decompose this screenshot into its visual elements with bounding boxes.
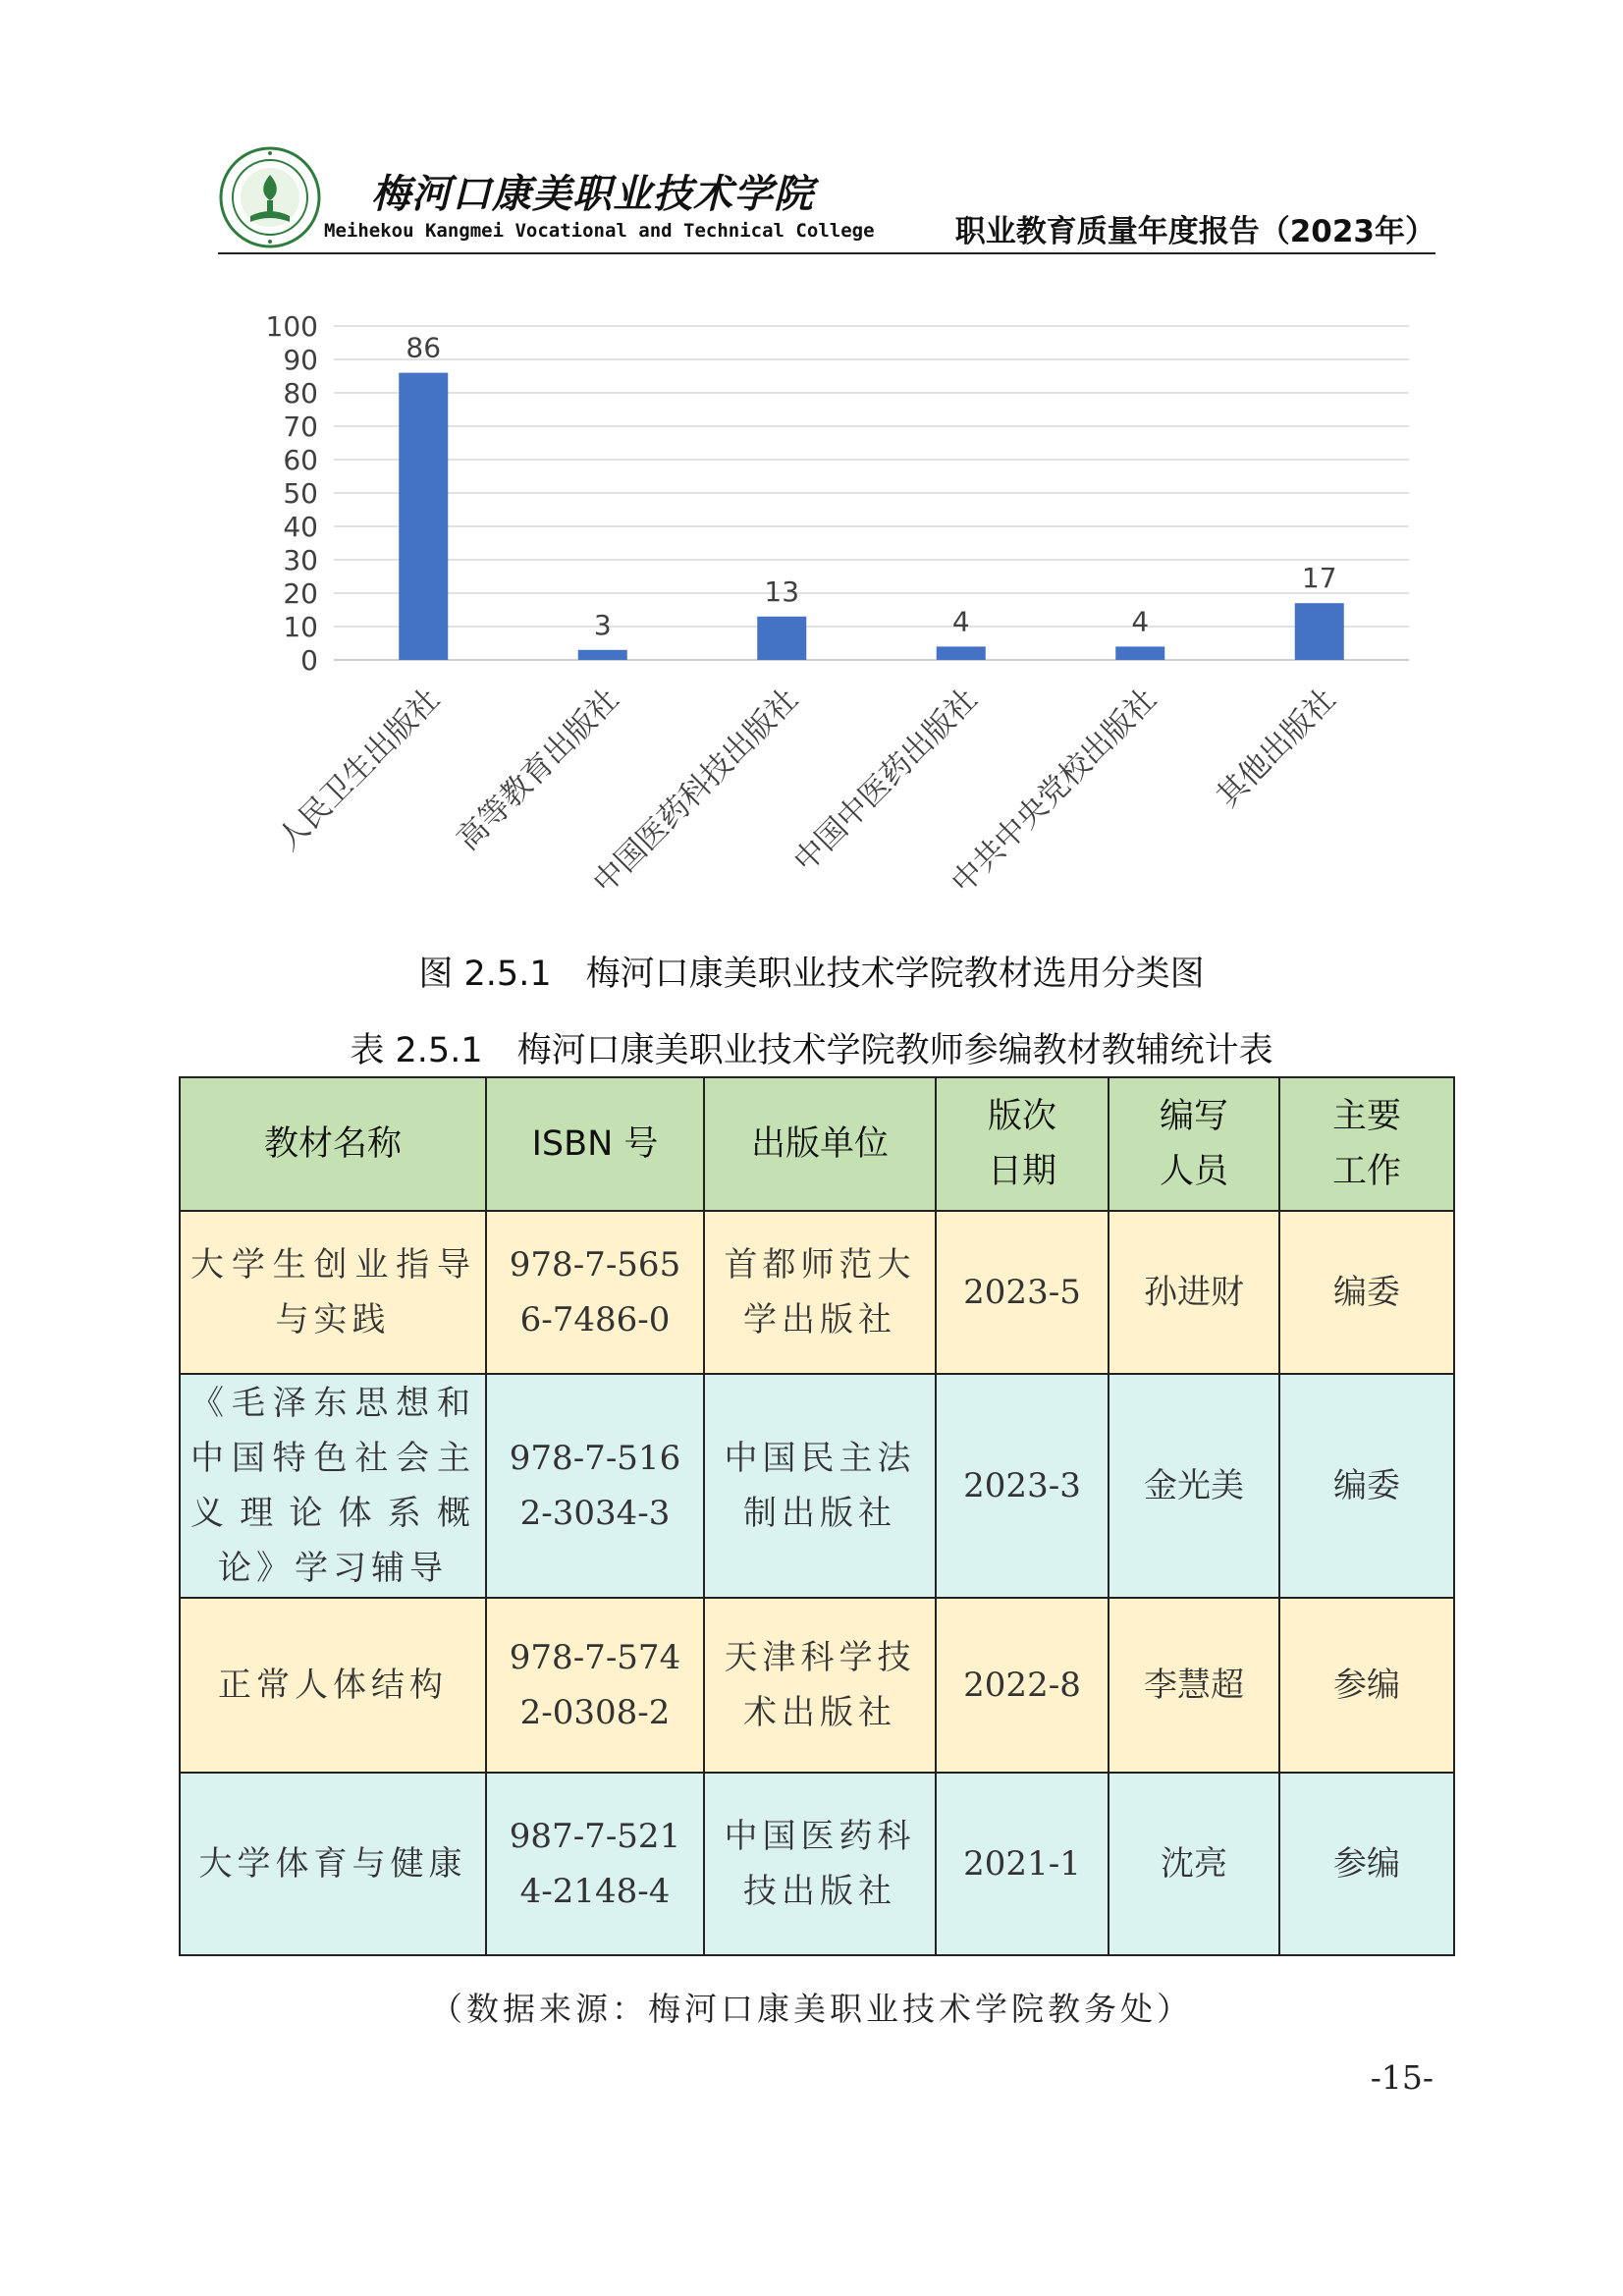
y-tick-label: 10 xyxy=(283,611,318,643)
table-row xyxy=(180,1211,1454,1374)
y-tick-label: 90 xyxy=(283,344,318,376)
cell-role: 参编 xyxy=(1279,1773,1454,1955)
textbook-table xyxy=(179,1076,1455,1956)
y-tick-label: 70 xyxy=(283,410,318,443)
x-tick-label: 其他出版社 xyxy=(1210,682,1343,815)
bar xyxy=(578,650,627,660)
x-tick-label: 中国医药科技出版社 xyxy=(586,682,805,901)
header-cell: ISBN 号 xyxy=(486,1077,704,1211)
y-tick-label: 20 xyxy=(283,577,318,610)
data-source-note: （数据来源：梅河口康美职业技术学院教务处） xyxy=(430,1990,1193,2028)
data-label: 3 xyxy=(593,608,612,641)
college-logo-icon xyxy=(218,145,322,249)
cell-isbn: 978-7-516 2-3034-3 xyxy=(486,1374,704,1598)
header-cell: 编写 人员 xyxy=(1109,1077,1279,1211)
table-caption: 表 2.5.1 梅河口康美职业技术学院教师参编教材教辅统计表 xyxy=(350,1031,1273,1070)
bar xyxy=(1115,646,1164,660)
y-tick-label: 30 xyxy=(283,544,318,576)
page-header xyxy=(218,145,1435,253)
cell-role: 编委 xyxy=(1279,1211,1454,1374)
cell-isbn: 987-7-521 4-2148-4 xyxy=(486,1773,704,1955)
report-title: 职业教育质量年度报告（2023年） xyxy=(954,214,1435,249)
cell-isbn: 978-7-565 6-7486-0 xyxy=(486,1211,704,1374)
header-cell: 教材名称 xyxy=(180,1077,486,1211)
cell-role: 参编 xyxy=(1279,1598,1454,1773)
bar xyxy=(1295,603,1344,660)
header-divider xyxy=(218,252,1435,254)
y-tick-label: 50 xyxy=(283,477,318,510)
y-tick-label: 0 xyxy=(300,644,318,677)
bar xyxy=(937,646,986,660)
college-name-en: Meihekou Kangmei Vocational and Technical College xyxy=(324,220,875,242)
cell-publisher: 中国医药科技出版社 xyxy=(704,1773,936,1955)
y-tick-label: 80 xyxy=(283,377,318,410)
cell-author: 沈亮 xyxy=(1109,1773,1279,1955)
cell-author: 孙进财 xyxy=(1109,1211,1279,1374)
data-label: 4 xyxy=(1131,605,1150,638)
figure-caption: 图 2.5.1 梅河口康美职业技术学院教材选用分类图 xyxy=(418,955,1205,994)
y-tick-label: 100 xyxy=(265,310,318,343)
cell-author: 金光美 xyxy=(1109,1374,1279,1598)
cell-date: 2023-5 xyxy=(936,1211,1109,1374)
data-label: 4 xyxy=(951,605,970,638)
cell-publisher: 天津科学技术出版社 xyxy=(704,1598,936,1773)
cell-publisher: 首都师范大学出版社 xyxy=(704,1211,936,1374)
cell-date: 2021-1 xyxy=(936,1773,1109,1955)
bar xyxy=(757,617,806,660)
table-row xyxy=(180,1374,1454,1598)
x-tick-label: 中国中医药出版社 xyxy=(786,682,985,880)
data-label: 13 xyxy=(764,574,800,608)
table-row xyxy=(180,1598,1454,1773)
data-label: 86 xyxy=(406,331,442,364)
cell-date: 2023-3 xyxy=(936,1374,1109,1598)
bar xyxy=(399,373,448,660)
cell-date: 2022-8 xyxy=(936,1598,1109,1773)
header-cell: 主要 工作 xyxy=(1279,1077,1454,1211)
cell-role: 编委 xyxy=(1279,1374,1454,1598)
cell-name: 《毛泽东思想和中国特色社会主义理论体系概论》学习辅导 xyxy=(180,1374,486,1598)
y-tick-label: 60 xyxy=(283,444,318,476)
cell-publisher: 中国民主法制出版社 xyxy=(704,1374,936,1598)
college-name-cn: 梅河口康美职业技术学院 xyxy=(371,171,814,217)
data-label: 17 xyxy=(1301,562,1337,595)
x-tick-label: 人民卫生出版社 xyxy=(271,682,447,858)
cell-name: 正常人体结构 xyxy=(180,1598,486,1773)
table-row xyxy=(180,1773,1454,1955)
cell-author: 李慧超 xyxy=(1109,1598,1279,1773)
y-tick-label: 40 xyxy=(283,511,318,543)
x-tick-label: 中共中央党校出版社 xyxy=(945,682,1163,901)
header-cell: 版次 日期 xyxy=(936,1077,1109,1211)
cell-isbn: 978-7-574 2-0308-2 xyxy=(486,1598,704,1773)
page-number: -15- xyxy=(1370,2058,1434,2097)
cell-name: 大学体育与健康 xyxy=(180,1773,486,1955)
cell-name: 大学生创业指导与实践 xyxy=(180,1211,486,1374)
bar-chart-svg xyxy=(236,295,1434,923)
bar-chart xyxy=(236,295,1434,923)
x-tick-label: 高等教育出版社 xyxy=(450,682,626,858)
header-cell: 出版单位 xyxy=(704,1077,936,1211)
table-header-row xyxy=(180,1077,1454,1211)
